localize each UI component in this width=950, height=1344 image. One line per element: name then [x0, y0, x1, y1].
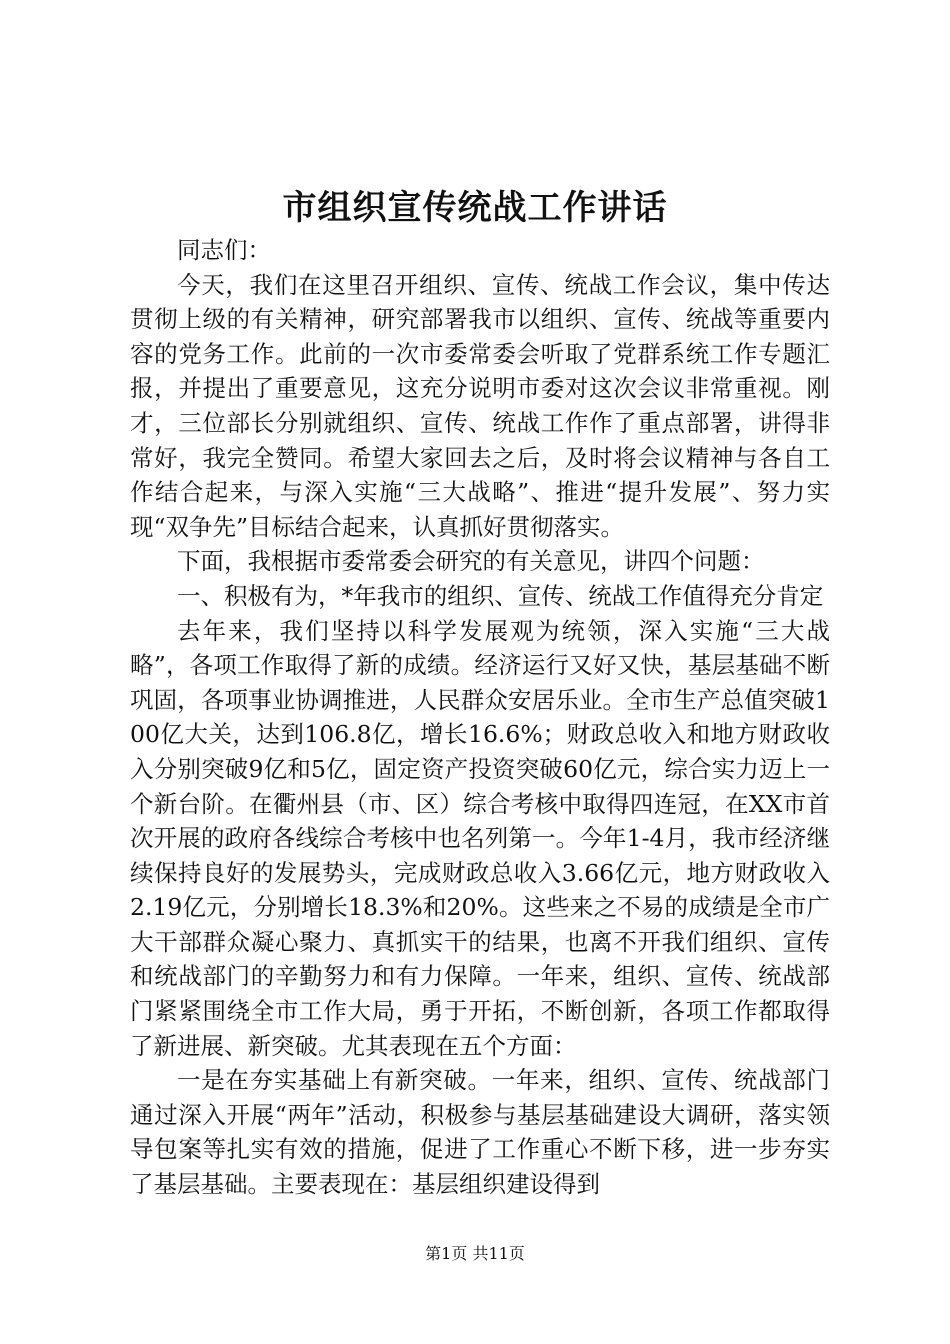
document-body — [130, 233, 830, 1202]
paragraph: 一是在夯实基础上有新突破。一年来，组织、宣传、统战部门通过深入开展“两年”活动，积极参与基层基础建设大调研，落实领导包案等扎实有效的措施，促进了工作重心不断下移，进一步夯实了基层基础。主要表现在：基层组织建设得到 — [130, 1066, 830, 1199]
paragraph: 今天，我们在这里召开组织、宣传、统战工作会议，集中传达贯彻上级的有关精神，研究部署我市以组织、宣传、统战等重要内容的党务工作。此前的一次市委常委会听取了党群系统工作专题汇报，并提出了重要意见，这充分说明市委对这次会议非常重视。刚才，三位部长分别就组织、宣传、统战工作作了重点部署，讲得非常好，我完全赞同。希望大家回去之后，及时将会议精神与各自工作结合起来，与深入实施“三大战略”、推进“提升发展”、努力实现“双争先”目标结合起来，认真抓好贯彻落实。 — [130, 270, 830, 541]
salutation: 同志们： — [177, 236, 271, 264]
page-number-footer: 第1页 共11页 — [425, 1244, 525, 1263]
paragraph: 下面，我根据市委常委会研究的有关意见，讲四个问题： — [177, 547, 765, 576]
document-title: 市组织宣传统战工作讲话 — [282, 188, 668, 228]
paragraph: 去年来，我们坚持以科学发展观为统领，深入实施“三大战略”，各项工作取得了新的成绩。经济运行又好又快，基层基础不断巩固，各项事业协调推进，人民群众安居乐业。全市生产总值突破100亿大关，达到106.8亿，增长16.6%；财政总收入和地方财政收入分别突破9亿和5亿，固定资产投资突破60亿元，综合实力迈上一个新台阶。在衢州县（市、区）综合考核中取得四连冠，在XX市首次开展的政府各线综合考核中也名列第一。今年1-4月，我市经济继续保持良好的发展势头，完成财政总收入3.66亿元，地方财政收入2.19亿元，分别增长18.3%和20%。这些来之不易的成绩是全市广大干部群众凝心聚力、真抓实干的结果，也离不开我们组织、宣传和统战部门的辛勤努力和有力保障。一年来，组织、宣传、统战部门紧紧围绕全市工作大局，勇于开拓，不断创新，各项工作都取得了新进展、新突破。尤其表现在五个方面： — [130, 616, 830, 1060]
section-heading: 一、积极有为，*年我市的组织、宣传、统战工作值得充分肯定 — [177, 581, 824, 610]
